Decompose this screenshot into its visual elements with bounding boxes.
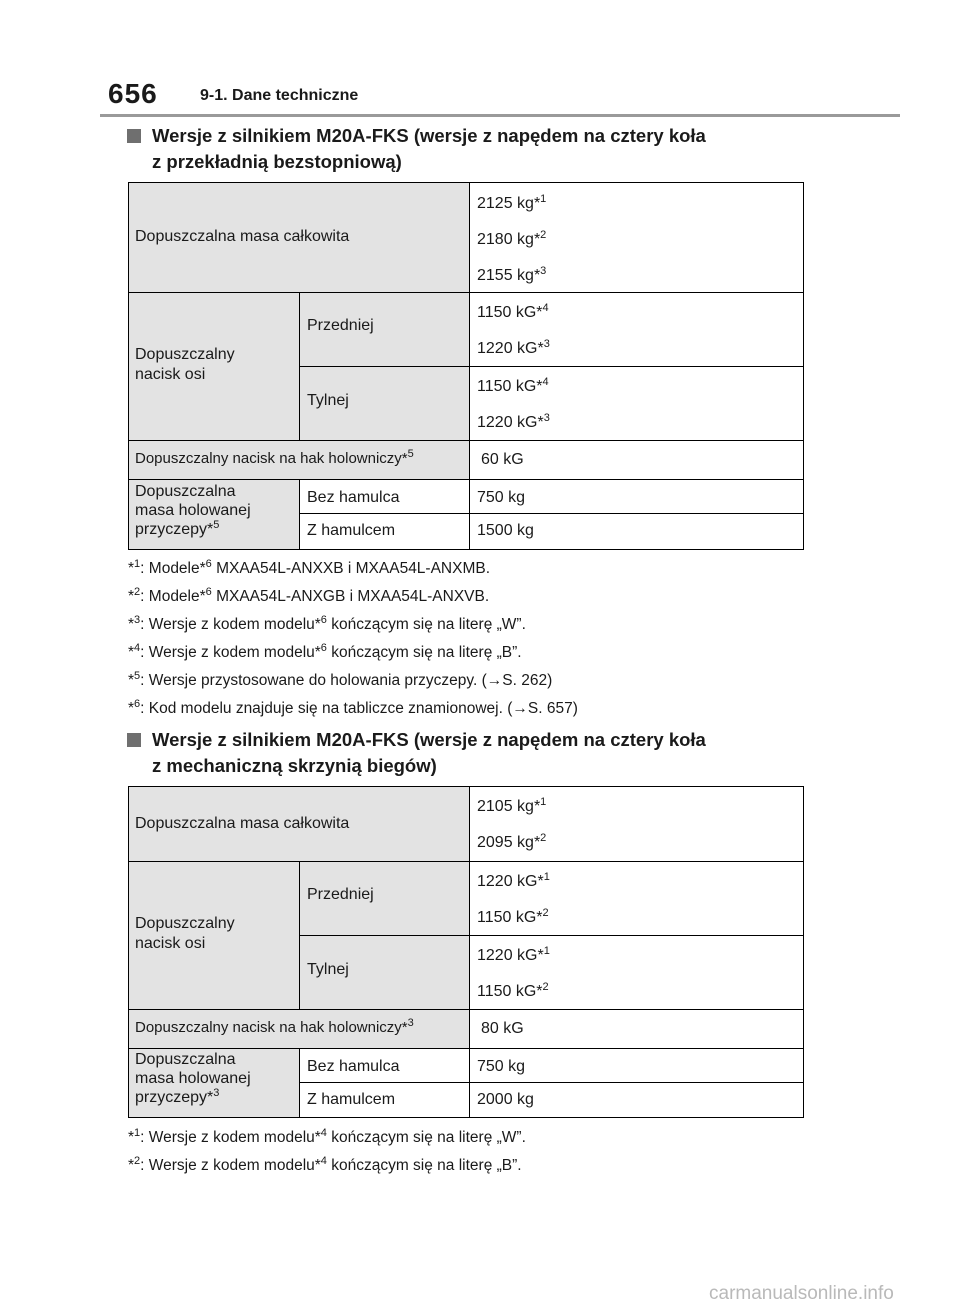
table-divider (299, 935, 803, 936)
gross-weight-label: Dopuszczalna masa całkowita (135, 815, 350, 832)
header-divider (100, 114, 900, 117)
brake-value: 1500 kg (477, 522, 534, 539)
front-axle-value: 1220 kG*$^1$ (477, 871, 550, 890)
bullet-square-icon (127, 733, 141, 747)
bullet-square-icon (127, 129, 141, 143)
footnote: *$^2$: Wersje z kodem modelu*$^4$ kończącym się na literę „B”. (128, 1155, 522, 1174)
table-divider (129, 1009, 803, 1010)
table-divider (299, 366, 803, 367)
front-axle-label: Przedniej (307, 317, 374, 334)
table-divider (299, 1082, 803, 1083)
table-divider (299, 292, 300, 440)
table-divider (129, 1048, 803, 1049)
section1-spec-table (128, 182, 804, 550)
trailer-mass-label-line2: masa holowanej (135, 1070, 251, 1087)
section2-heading-line1: Wersje z silnikiem M20A-FKS (wersje z napędem na cztery koła (152, 729, 706, 750)
rear-axle-value: 1150 kG*$^4$ (477, 376, 549, 395)
section2-heading-line2: z mechaniczną skrzynią biegów) (152, 755, 437, 776)
axle-load-label-line2: nacisk osi (135, 935, 206, 952)
rear-axle-value: 1150 kG*$^2$ (477, 981, 549, 1000)
footnote: *$^6$: Kod modelu znajduje się na tabliczce znamionowej. (→S. 657) (128, 698, 578, 717)
watermark: carmanualsonline.info (709, 1283, 894, 1304)
trailer-mass-label-cell (129, 1048, 299, 1117)
table-divider (299, 861, 300, 1009)
hitch-load-label: Dopuszczalny nacisk na hak holowniczy*$^3$ (135, 1017, 414, 1036)
trailer-mass-label-line3: przyczepy*$^3$ (135, 1087, 220, 1106)
axle-load-label-line1: Dopuszczalny (135, 346, 235, 363)
footnote: *$^3$: Wersje z kodem modelu*$^6$ kończącym się na literę „W”. (128, 614, 526, 633)
gross-weight-value: 2180 kg*$^2$ (477, 229, 547, 248)
hitch-load-value: 80 kG (481, 1020, 524, 1037)
footnote: *$^1$: Wersje z kodem modelu*$^4$ kończącym się na literę „W”. (128, 1127, 526, 1146)
no-brake-label: Bez hamulca (307, 489, 400, 506)
no-brake-value: 750 kg (477, 1058, 526, 1075)
gross-weight-label-cell (129, 183, 469, 292)
trailer-mass-label-line1: Dopuszczalna (135, 483, 236, 500)
hitch-load-label: Dopuszczalny nacisk na hak holowniczy*$^5$ (135, 448, 414, 467)
table-divider (129, 292, 803, 293)
brake-label: Z hamulcem (307, 522, 396, 539)
table-divider (469, 183, 470, 549)
section2-spec-table (128, 786, 804, 1118)
page-header (100, 78, 900, 116)
gross-weight-value: 2125 kg*$^1$ (477, 193, 547, 212)
footnote: *$^1$: Modele*$^6$ MXAA54L-ANXXB i MXAA54L-ANXMB. (128, 558, 491, 577)
table-divider (469, 787, 470, 1117)
brake-value: 2000 kg (477, 1091, 534, 1108)
gross-weight-value: 2095 kg*$^2$ (477, 832, 547, 851)
footnote: *$^5$: Wersje przystosowane do holowania przyczepy. (→S. 262) (128, 670, 553, 689)
brake-label: Z hamulcem (307, 1091, 396, 1108)
front-axle-label: Przedniej (307, 886, 374, 903)
section-title: 9-1. Dane techniczne (200, 87, 359, 104)
table-divider (129, 861, 803, 862)
hitch-load-value: 60 kG (481, 451, 524, 468)
no-brake-label: Bez hamulca (307, 1058, 400, 1075)
table-divider (129, 479, 803, 480)
page-number: 656 (108, 78, 158, 109)
rear-axle-value: 1220 kG*$^3$ (477, 412, 550, 431)
gross-weight-value: 2155 kg*$^3$ (477, 265, 547, 284)
rear-axle-value: 1220 kG*$^1$ (477, 945, 550, 964)
gross-weight-value: 2105 kg*$^1$ (477, 796, 547, 815)
trailer-mass-label-line1: Dopuszczalna (135, 1051, 236, 1068)
front-axle-value: 1150 kG*$^4$ (477, 302, 549, 321)
front-axle-value: 1220 kG*$^3$ (477, 338, 550, 357)
gross-weight-label-cell (129, 787, 469, 861)
section1-heading-line1: Wersje z silnikiem M20A-FKS (wersje z napędem na cztery koła (152, 125, 706, 146)
table-divider (299, 479, 300, 549)
gross-weight-label: Dopuszczalna masa całkowita (135, 228, 350, 245)
table-divider (299, 513, 803, 514)
footnote: *$^4$: Wersje z kodem modelu*$^6$ kończącym się na literę „B”. (128, 642, 522, 661)
axle-load-label-line2: nacisk osi (135, 366, 206, 383)
trailer-mass-label-line2: masa holowanej (135, 502, 251, 519)
table-divider (299, 1048, 300, 1117)
front-axle-value: 1150 kG*$^2$ (477, 907, 549, 926)
trailer-mass-label-line3: przyczepy*$^5$ (135, 519, 220, 538)
no-brake-value: 750 kg (477, 489, 526, 506)
trailer-mass-label-cell (129, 479, 299, 549)
hitch-load-label-cell (129, 1009, 469, 1048)
table-divider (129, 440, 803, 441)
rear-axle-label: Tylnej (307, 961, 349, 978)
rear-axle-label: Tylnej (307, 392, 349, 409)
section1-heading-line2: z przekładnią bezstopniową) (152, 151, 402, 172)
hitch-load-label-cell (129, 440, 469, 479)
axle-load-label-line1: Dopuszczalny (135, 915, 235, 932)
footnote: *$^2$: Modele*$^6$ MXAA54L-ANXGB i MXAA54L-ANXVB. (128, 586, 490, 605)
